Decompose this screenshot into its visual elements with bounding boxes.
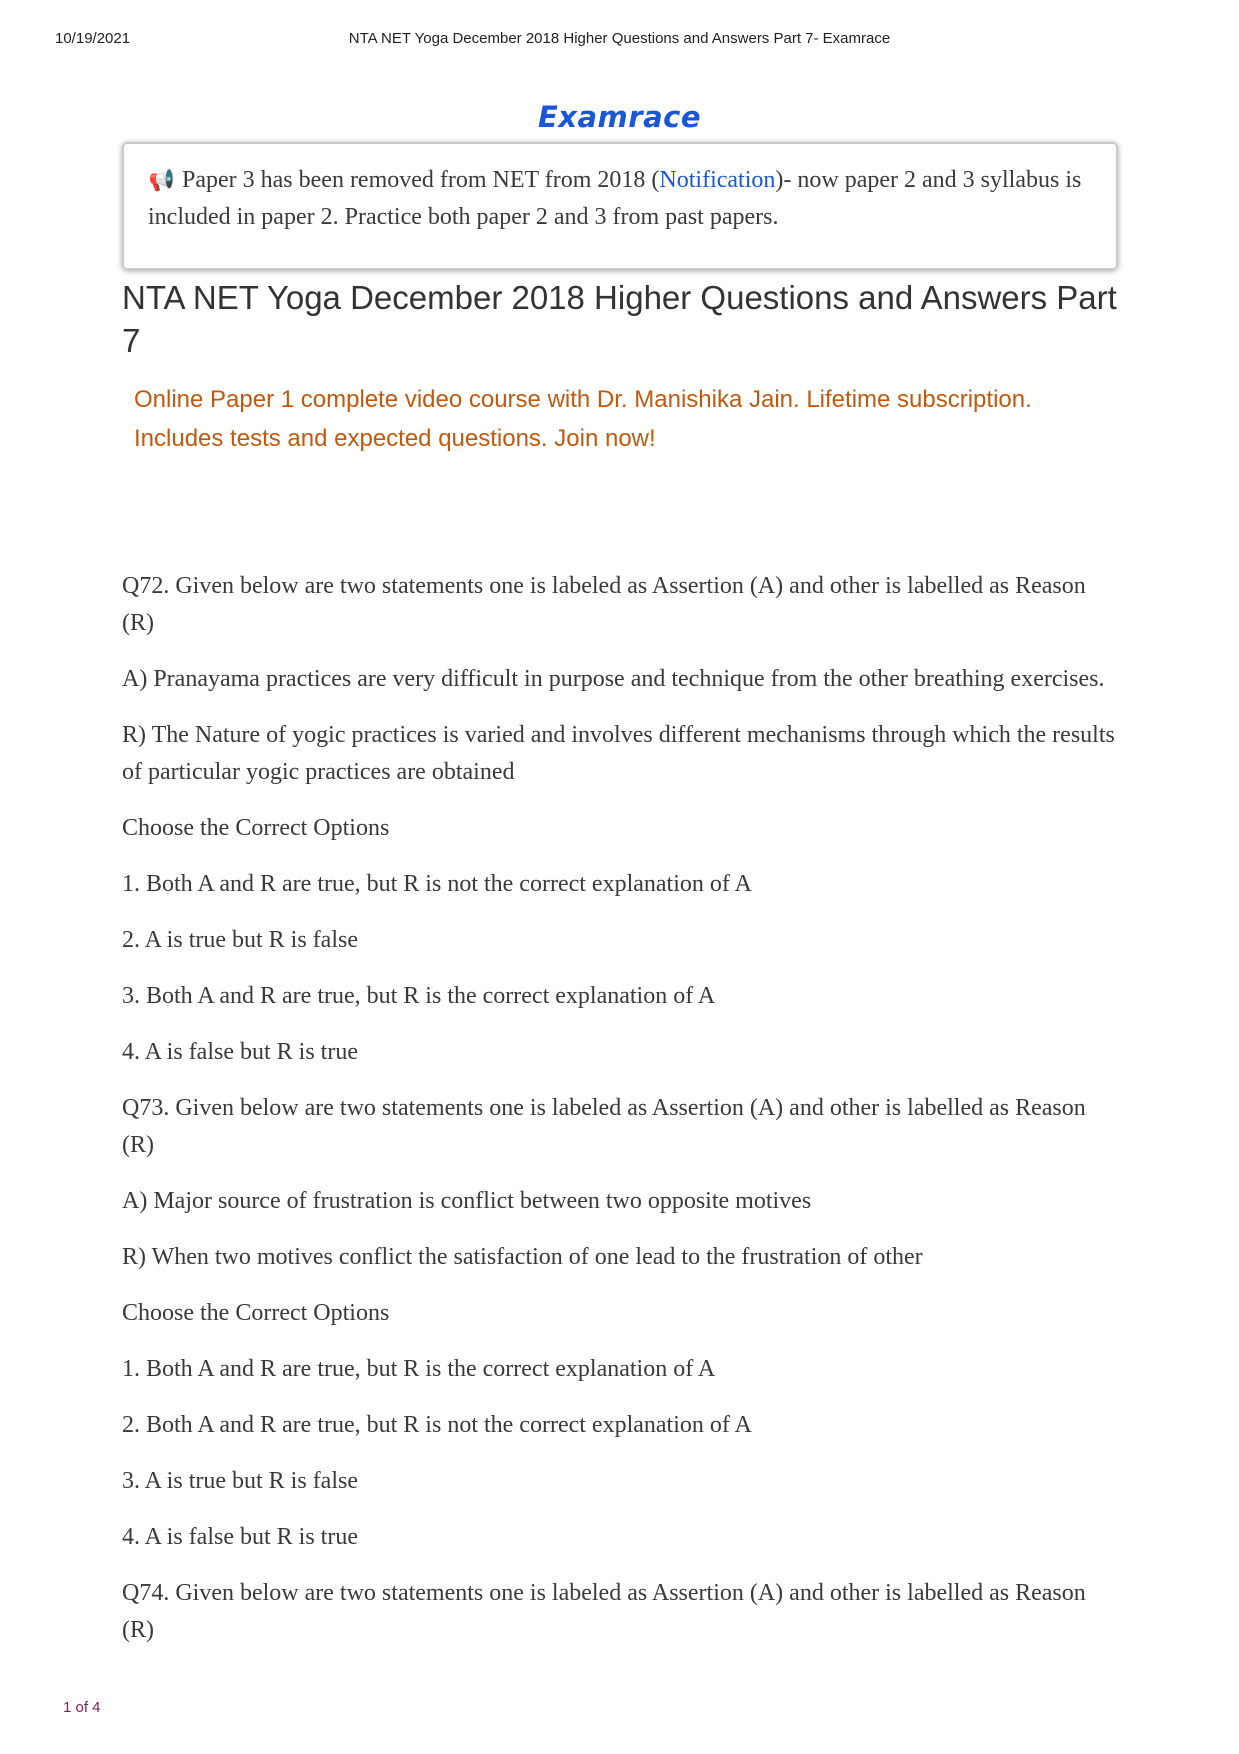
option-item: 3. Both A and R are true, but R is the correct explanation of A	[122, 983, 716, 1009]
questions-section	[122, 568, 1122, 1668]
option-item: 1. Both A and R are true, but R is not the correct explanation of A	[122, 871, 752, 897]
article-title: NTA NET Yoga December 2018 Higher Questions and Answers Part 7	[122, 279, 1117, 359]
option-item: 4. A is false but R is true	[122, 1524, 358, 1550]
promo-link[interactable]: Online Paper 1 complete video course with Dr. Manishika Jain. Lifetime subscription. Includes tests and expected questions. Join now!	[134, 386, 1032, 452]
megaphone-icon: 📢	[148, 168, 176, 192]
notice-box	[122, 142, 1118, 270]
option-item: 3. A is true but R is false	[122, 1468, 358, 1494]
option-item: 4. A is false but R is true	[122, 1039, 358, 1065]
notification-link[interactable]: Notification	[659, 167, 776, 193]
question-72-stem: Q72. Given below are two statements one is labeled as Assertion (A) and other is labelled as Reason (R)	[122, 573, 1086, 636]
notice-text-before: Paper 3 has been removed from NET from 2018 (	[182, 167, 660, 193]
print-header	[0, 30, 1239, 50]
notice-text-after: )- now paper 2 and 3 syllabus is included in paper 2. Practice both paper 2 and 3 from past papers.	[148, 167, 1082, 230]
site-logo[interactable]: Examrace	[537, 100, 702, 134]
assertion-text: A) Pranayama practices are very difficult in purpose and technique from the other breathing exercises.	[122, 666, 1105, 692]
question-73-stem: Q73. Given below are two statements one is labeled as Assertion (A) and other is labelled as Reason (R)	[122, 1095, 1086, 1158]
assertion-text: A) Major source of frustration is conflict between two opposite motives	[122, 1188, 812, 1214]
page-number: 1 of 4	[63, 1699, 101, 1716]
question-74-stem: Q74. Given below are two statements one is labeled as Assertion (A) and other is labelled as Reason (R)	[122, 1580, 1086, 1643]
instruction-text: Choose the Correct Options	[122, 1300, 390, 1326]
option-item: 1. Both A and R are true, but R is the correct explanation of A	[122, 1356, 716, 1382]
option-item: 2. A is true but R is false	[122, 927, 358, 953]
instruction-text: Choose the Correct Options	[122, 815, 390, 841]
reason-text: R) The Nature of yogic practices is varied and involves different mechanisms through which the results of particular yogic practices are obtained	[122, 722, 1115, 785]
reason-text: R) When two motives conflict the satisfaction of one lead to the frustration of other	[122, 1244, 923, 1270]
print-date: 10/19/2021	[55, 30, 131, 47]
option-item: 2. Both A and R are true, but R is not the correct explanation of A	[122, 1412, 752, 1438]
print-page-title: NTA NET Yoga December 2018 Higher Questions and Answers Part 7- Examrace	[348, 30, 891, 47]
